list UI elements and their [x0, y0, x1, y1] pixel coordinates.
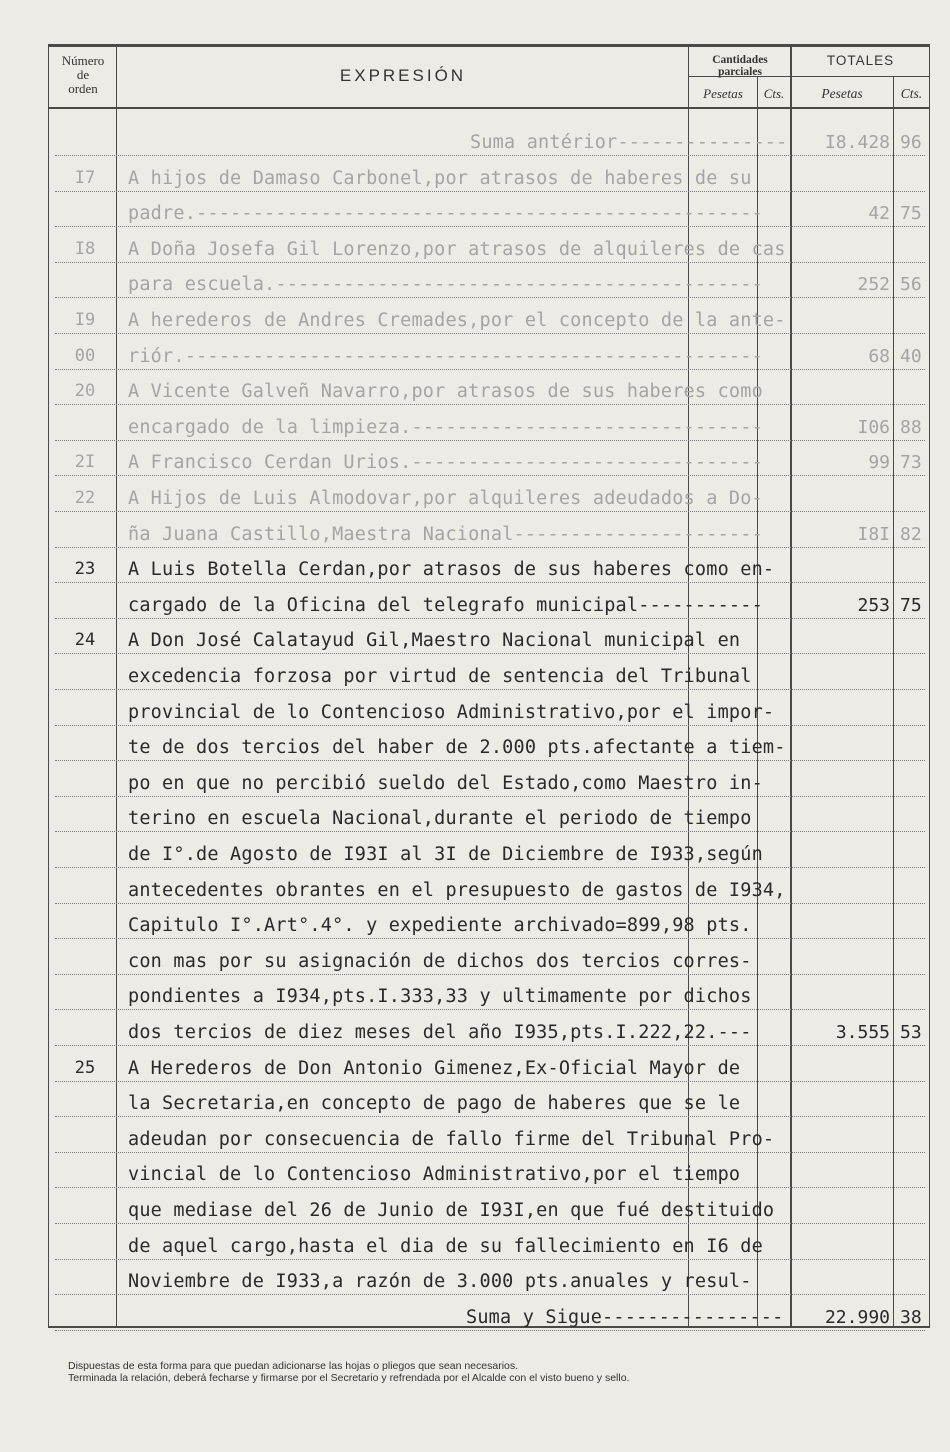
ruled-line [55, 689, 925, 690]
total-pesetas: 42 [868, 203, 890, 225]
ruled-line [55, 1116, 925, 1117]
expression-line: encargado de la limpieza.------------------------------- [128, 416, 763, 438]
expression-line: te de dos tercios del haber de 2.000 pts.afectante a tiem- [128, 737, 786, 759]
expression-line: A Doña Josefa Gil Lorenzo,por atrasos de alquileres de cas [128, 238, 786, 260]
ruled-line [55, 867, 925, 868]
total-pesetas: 3.555 [835, 1022, 890, 1043]
top-border [48, 44, 930, 47]
expression-line: de aquel cargo,hasta el dia de su fallecimiento en I6 de [128, 1235, 763, 1257]
total-pesetas: 22.990 [824, 1306, 890, 1328]
expression-line: Suma y Sigue---------------- [466, 1306, 784, 1328]
ruled-line [55, 1009, 925, 1010]
ruled-line [55, 1081, 925, 1082]
frame-right [929, 44, 930, 1327]
expression-line: dos tercios de diez meses del año I935,pts.I.222,22.--- [128, 1022, 752, 1043]
ruled-line [55, 725, 925, 726]
ruled-line [55, 1330, 925, 1331]
total-cts: 96 [900, 132, 922, 153]
expression-line: A Hijos de Luis Almodovar,por alquileres adeudados a Do- [128, 488, 763, 509]
frame-left [48, 44, 49, 1327]
order-number: 2I [74, 452, 96, 473]
total-cts: 56 [900, 274, 922, 296]
header-bottom-border [48, 107, 930, 109]
total-cts: 38 [900, 1306, 922, 1328]
total-pesetas: 253 [857, 594, 890, 616]
expression-line: padre.-------------------------------------------------- [128, 203, 763, 225]
footer-note-1: Dispuestas de esta forma para que puedan adicionarse las hojas o pliegos que sean necesarios. [68, 1360, 519, 1372]
total-cts: 73 [900, 452, 922, 474]
expression-line: la Secretaria,en concepto de pago de haberes que se le [128, 1093, 741, 1115]
total-cts: 88 [900, 416, 922, 438]
col-number-header [50, 54, 116, 96]
expression-line: vincial de lo Contencioso Administrativo,por el tiempo [128, 1164, 741, 1186]
expression-line: A herederos de Andres Cremades,por el concepto de la ante- [128, 310, 786, 331]
expression-line: cargado de la Oficina del telegrafo municipal----------- [128, 594, 763, 616]
col-partial-header: Cantidades parciales [712, 54, 768, 78]
col-number-line-3: orden [68, 81, 98, 96]
sub-cts-total: Cts. [900, 86, 923, 101]
expression-line: excedencia forzosa por virtud de sentencia del Tribunal [128, 666, 752, 687]
expression-line: po en que no percibió sueldo del Estado,como Maestro in- [128, 772, 763, 794]
order-number: 25 [74, 1057, 96, 1078]
expression-line: Suma antérior--------------- [470, 132, 788, 153]
order-number: 23 [74, 559, 96, 580]
ruled-line [55, 404, 925, 405]
ruled-line [55, 369, 925, 370]
ruled-line [55, 1294, 925, 1295]
col-divider-totals-cts [893, 76, 894, 1327]
order-number: 24 [74, 630, 96, 651]
order-number: I7 [74, 167, 96, 188]
ruled-line [55, 191, 925, 192]
ruled-line [55, 333, 925, 334]
ruled-line [55, 1045, 925, 1046]
col-divider-number [116, 44, 117, 1327]
total-cts: 75 [900, 594, 922, 616]
expression-line: Noviembre de I933,a razón de 3.000 pts.anuales y resul- [128, 1271, 752, 1293]
total-cts: 82 [900, 523, 922, 545]
ruled-line [55, 582, 925, 583]
ruled-line [55, 938, 925, 939]
expression-line: terino en escuela Nacional,durante el periodo de tiempo [128, 808, 752, 830]
expression-line: riór.--------------------------------------------------- [128, 345, 763, 367]
expression-line: con mas por su asignación de dichos dos tercios corres- [128, 950, 752, 972]
total-pesetas: 99 [868, 452, 890, 474]
sub-cts-partial: Cts. [763, 86, 785, 101]
col-divider-totals [790, 44, 792, 1327]
ruled-line [55, 903, 925, 904]
ruled-line [55, 440, 925, 441]
order-number: 20 [74, 381, 96, 402]
expression-line: ña Juana Castillo,Maestra Nacional---------------------- [128, 523, 763, 545]
expression-line: adeudan por consecuencia de fallo firme del Tribunal Pro- [128, 1128, 775, 1150]
ruled-line [55, 618, 925, 619]
ruled-line [55, 475, 925, 476]
total-pesetas: 252 [857, 274, 890, 296]
expression-line: A hijos de Damaso Carbonel,por atrasos de haberes de su [128, 167, 752, 189]
total-cts: 53 [900, 1022, 922, 1043]
sub-pesetas-partial: Pesetas [703, 86, 743, 101]
expression-line: Capitulo I°.Art°.4°. y expediente archivado=899,98 pts. [128, 915, 752, 937]
total-cts: 40 [900, 345, 922, 367]
ruled-line [55, 653, 925, 654]
expression-line: que mediase del 26 de Junio de I93I,en que fué destituido [128, 1200, 775, 1221]
ruled-line [55, 1223, 925, 1224]
footer-note-2: Terminada la relación, deberá fecharse y firmarse por el Secretario y refrendada por el Alcalde con el visto bueno y sello. [68, 1372, 630, 1384]
col-number-line-1: Número [61, 53, 105, 68]
order-number: 22 [74, 488, 96, 508]
col-totals-header: TOTALES [826, 53, 895, 68]
ruled-line [55, 547, 925, 548]
order-number: I9 [74, 310, 96, 330]
total-cts: 75 [900, 203, 922, 225]
expression-line: A Don José Calatayud Gil,Maestro Nacional municipal en [128, 630, 741, 652]
total-pesetas: I06 [857, 416, 890, 438]
total-pesetas: 68 [868, 345, 890, 367]
order-number: 00 [74, 345, 96, 366]
ruled-line [55, 1152, 925, 1153]
expression-line: antecedentes obrantes en el presupuesto de gastos de I934, [128, 879, 786, 901]
ruled-line [55, 297, 925, 298]
sub-pesetas-total: Pesetas [821, 86, 863, 101]
expression-line: A Francisco Cerdan Urios.------------------------------- [128, 452, 763, 474]
ruled-line [55, 831, 925, 832]
ruled-line [55, 155, 925, 156]
expression-line: para escuela.------------------------------------------- [128, 274, 763, 296]
expression-line: de I°.de Agosto de I93I al 3I de Diciembre de I933,según [128, 844, 763, 865]
expression-line: A Vicente Galveñ Navarro,por atrasos de sus haberes como [128, 381, 763, 403]
expression-line: A Herederos de Don Antonio Gimenez,Ex-Oficial Mayor de [128, 1057, 741, 1079]
ruled-line [55, 262, 925, 263]
expression-line: pondientes a I934,pts.I.333,33 y ultimamente por dichos [128, 986, 752, 1008]
col-expression-header: EXPRESIÓN [339, 66, 467, 85]
ruled-line [55, 226, 925, 227]
ruled-line [55, 796, 925, 797]
total-pesetas: I8I [857, 523, 890, 545]
col-number-line-2: de [76, 67, 90, 82]
ruled-line [55, 1259, 925, 1260]
ruled-line [55, 760, 925, 761]
expression-line: A Luis Botella Cerdan,por atrasos de sus haberes como en- [128, 559, 775, 581]
ruled-line [55, 1187, 925, 1188]
order-number: I8 [74, 238, 96, 259]
ruled-line [55, 511, 925, 512]
total-pesetas: I8.428 [824, 132, 890, 153]
expression-line: provincial de lo Contencioso Administrativo,por el impor- [128, 701, 775, 723]
ruled-line [55, 974, 925, 975]
